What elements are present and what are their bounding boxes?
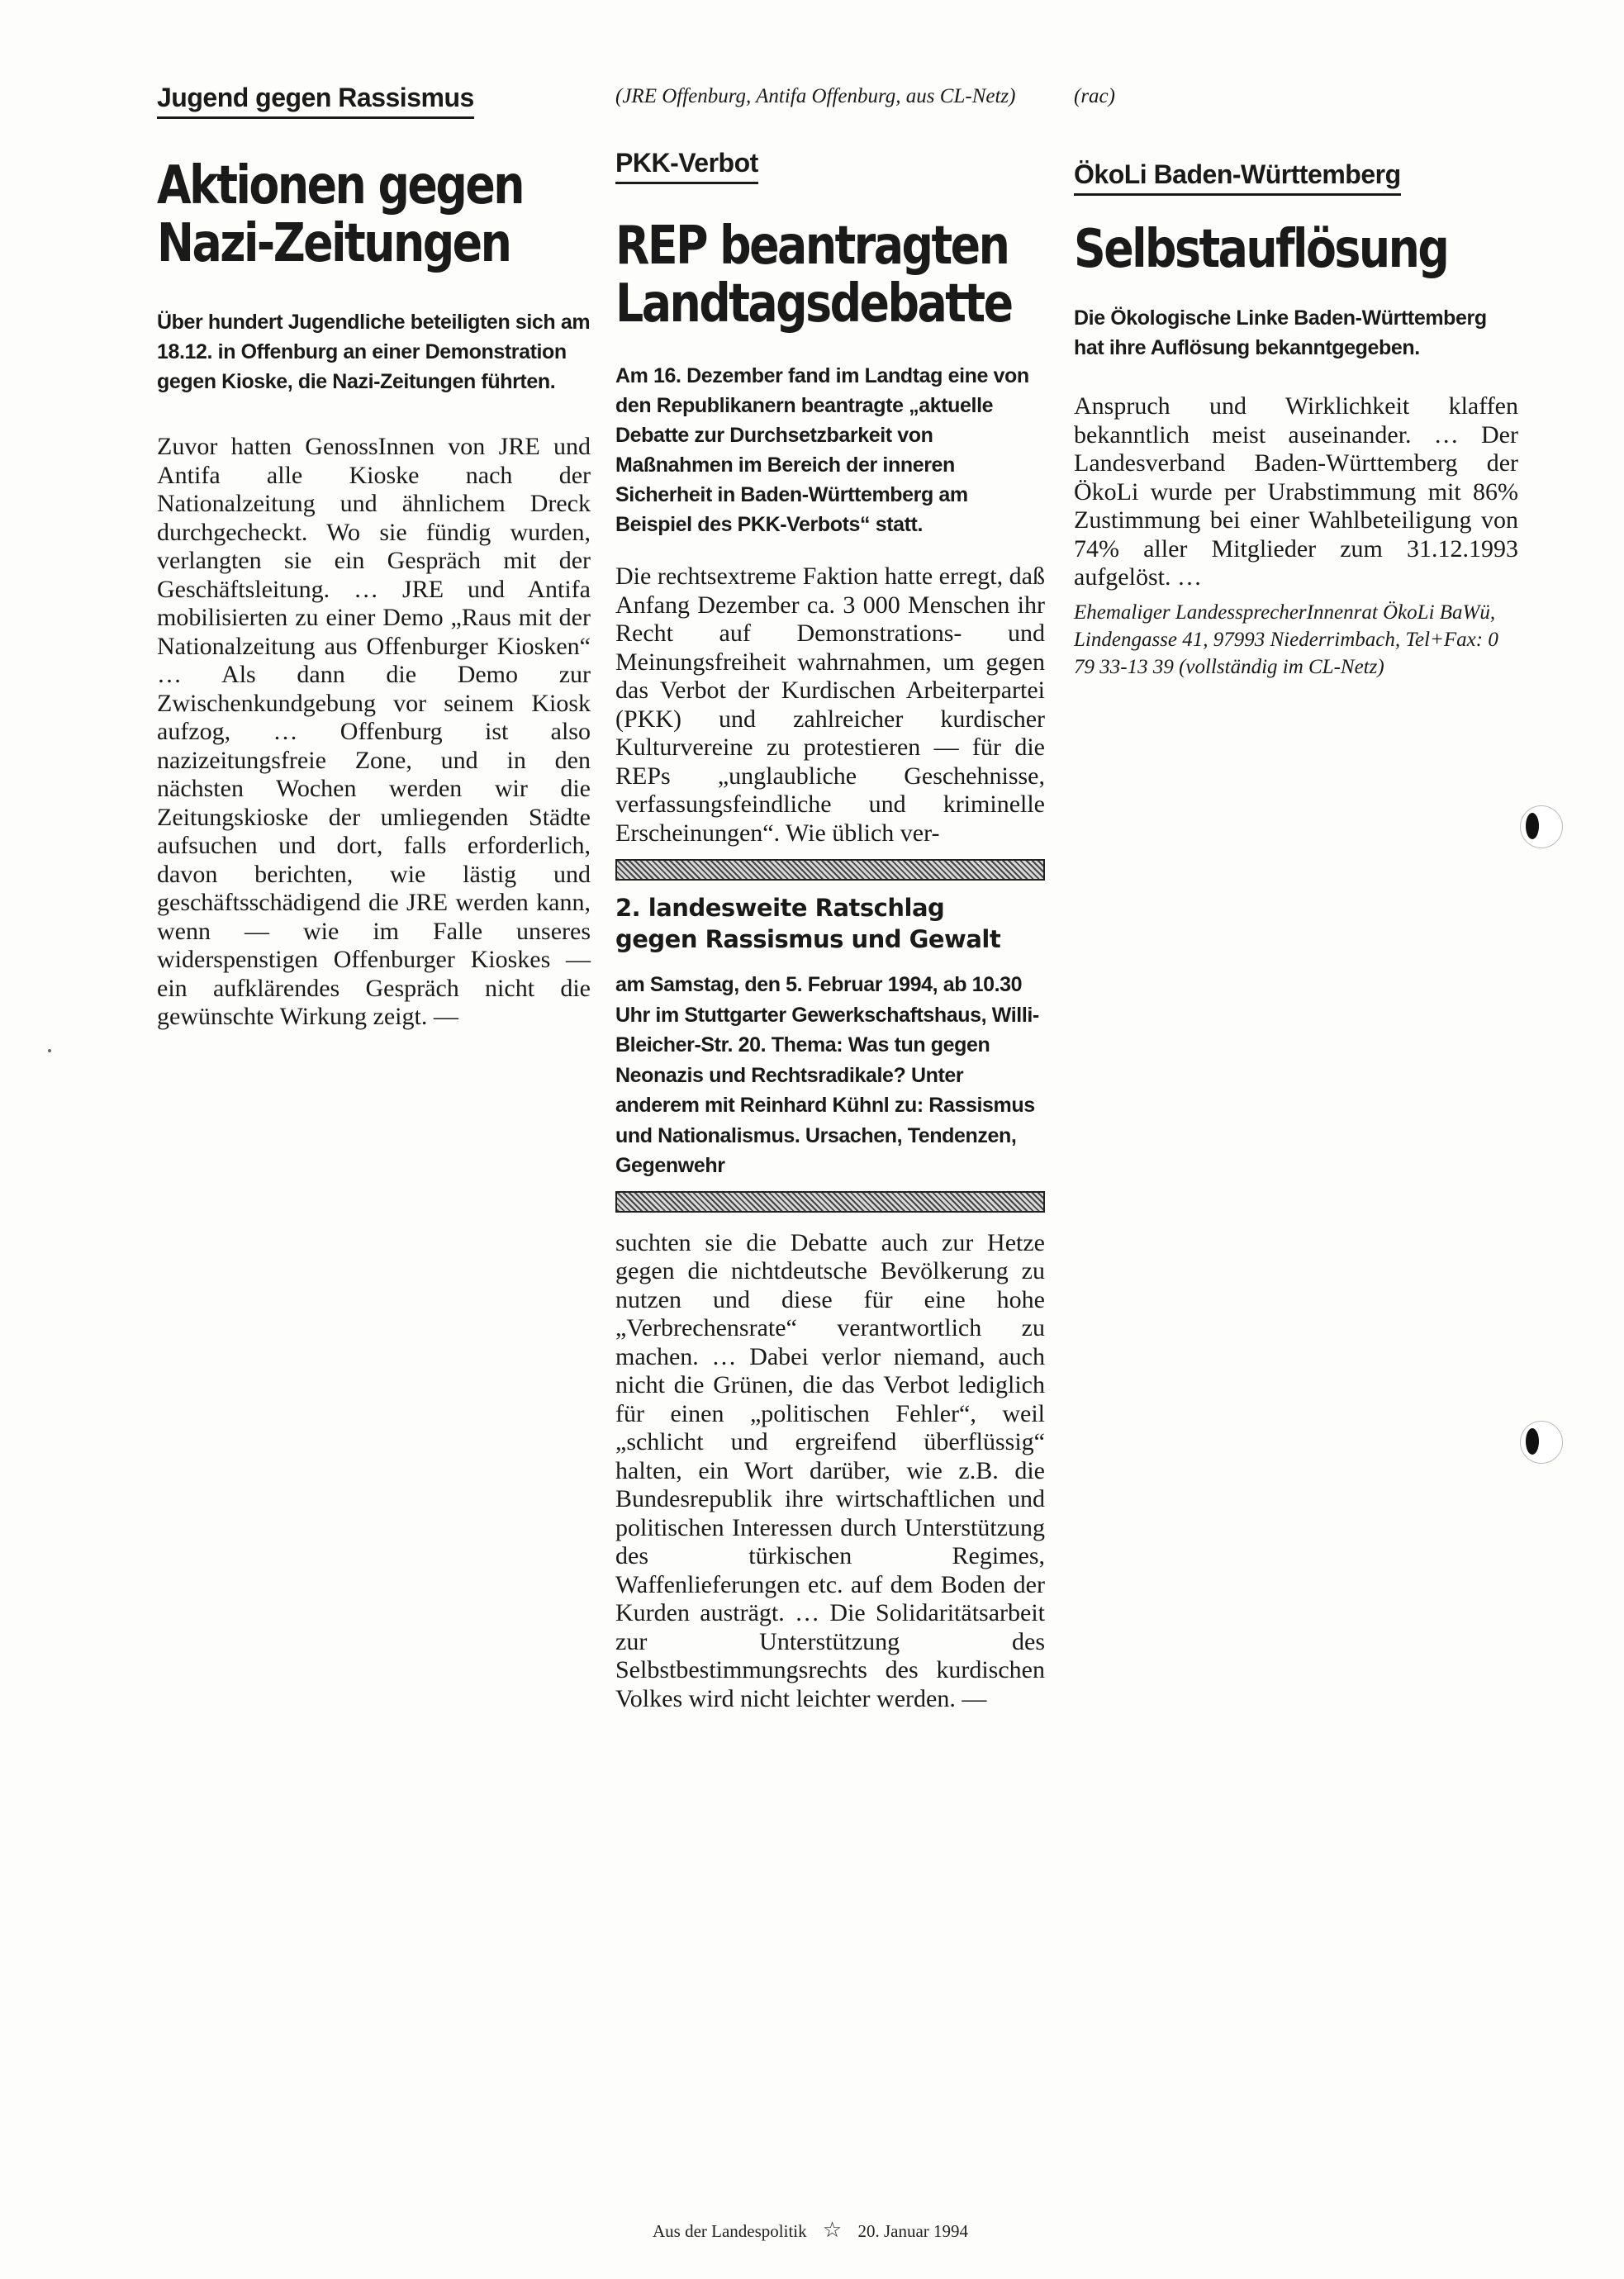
article2-headline-line1: REP beantragten [615,216,1009,277]
scan-speck [48,1049,51,1052]
notice-title-line2: gegen Rassismus und Gewalt [615,925,1001,953]
article2-credit: (rac) [1074,85,1115,107]
footer-section-label: Aus der Landespolitik [653,2221,807,2241]
article3-kicker: ÖkoLi Baden-Württemberg [1074,159,1401,196]
column-2 [615,83,1045,1713]
article2-lead: Am 16. Dezember fand im Landtag eine von den Republikanern beantragte „aktuelle Debatte zur Durchsetzbarkeit von Maßnahmen im Bereich der inneren Sicherheit in Baden-Württemberg am Beispiel des PKK-Verbots“ statt. [615,364,1029,536]
article2-body-part1: Die rechtsextreme Faktion hatte erregt, daß Anfang Dezember ca. 3 000 Menschen ihr Recht auf Demonstrations- und Meinungsfreiheit wahrnahmen, um gegen das Verbot der Kurdischen Arbeiterpartei (PKK) und zahlreicher kurdischer Kulturvereine zu protestieren — für die REPs „unglaubliche Geschehnisse, verfassungsfeindliche und kriminelle Erscheinungen“. Wie üblich ver- [615,563,1045,847]
event-notice-box [615,859,1045,1213]
article3-headline: Selbstauflösung [1074,219,1448,280]
column-3 [1074,83,1518,681]
article1-credit: (JRE Offenburg, Antifa Offenburg, aus CL-Netz) [615,85,1016,107]
page-footer [653,2218,1066,2243]
article1-lead: Über hundert Jugendliche beteiligten sich am 18.12. in Offenburg an einer Demonstration gegen Kioske, die Nazi-Zeitungen führten. [157,311,591,393]
article2-kicker: PKK-Verbot [615,148,758,184]
article3-body: Anspruch und Wirklichkeit klaffen bekanntlich meist auseinander. … Der Landesverband Baden-Württemberg der ÖkoLi wurde per Urabstimmung mit 86% Zustimmung bei einer Wahlbeteiligung von 74% aller Mitglieder zum 31.12.1993 aufgelöst. … [1074,392,1518,591]
notice-bottom-rule [615,1191,1045,1213]
article1-body: Zuvor hatten GenossInnen von JRE und Antifa alle Kioske nach der Nationalzeitung und ähnlichem Dreck durchgecheckt. Wo sie fündig wurden, verlangten sie ein Gespräch mit der Geschäftsleitung. … JRE und Antifa mobilisierten zu einer Demo „Raus mit der Nationalzeitung aus Offenburger Kiosken“ … Als dann die Demo zur Zwischenkundgebung vor seinem Kiosk aufzog, … Offenburg ist also nazizeitungsfreie Zone, und in den nächsten Wochen werden wir die Zeitungskioske der umliegenden Städte aufsuchen und dort, falls erforderlich, davon berichten, wie lästig und geschäftsschädigend die JRE werden kann, wenn — wie im Falle unseres widerspenstigen Offenburger Kioskes — ein aufklärendes Gespräch nicht die gewünschte Wirkung zeigt. — [157,433,591,1030]
article2-headline-line2: Landtagsdebatte [615,273,1012,335]
footer-date: 20. Januar 1994 [857,2221,969,2241]
column-1 [157,83,591,1032]
punch-hole-icon [1520,805,1563,848]
star-icon: ☆ [822,2218,843,2242]
article3-credit: Ehemaliger LandessprecherInnenrat ÖkoLi BaWü, Lindengasse 41, 97993 Niederrimbach, Tel+Fax: 0 79 33-13 39 (vollständig im CL-Netz) [1074,601,1498,678]
article1-headline-line2: Nazi-Zeitungen [157,213,510,274]
article2-body-part2: suchten sie die Debatte auch zur Hetze gegen die nichtdeutsche Bevölkerung zu nutzen und diese für eine hohe „Verbrechensrate“ verantwortlich zu machen. … Dabei verlor niemand, auch nicht die Grünen, die das Verbot lediglich für einen „politischen Fehler“, weil „schlicht und ergreifend überflüssig“ halten, ein Wort darüber, wie z.B. die Bundesrepublik ihre wirtschaftlichen und politischen Interessen durch Unterstützung des türkischen Regimes, Waffenlieferungen etc. auf dem Boden der Kurden austrägt. … Die Solidaritätsarbeit zur Unterstützung des Selbstbestimmungsrechts des kurdischen Volkes wird nicht leichter werden. — [615,1228,1045,1712]
notice-title-line1: 2. landesweite Ratschlag [615,894,945,922]
punch-hole-icon [1520,1421,1563,1464]
notice-text: am Samstag, den 5. Februar 1994, ab 10.30 Uhr im Stuttgarter Gewerkschaftshaus, Willi-Bleicher-Str. 20. Thema: Was tun gegen Neonazis und Rechtsradikale? Unter anderem mit Reinhard Kühnl zu: Rassismus und Nationalismus. Ursachen, Tendenzen, Gegenwehr [615,973,1039,1177]
article1-kicker: Jugend gegen Rassismus [157,83,474,119]
article1-headline-line1: Aktionen gegen [157,155,524,216]
article3-lead: Die Ökologische Linke Baden-Württemberg hat ihre Auflösung bekanntgegeben. [1074,306,1487,359]
notice-top-rule [615,859,1045,881]
